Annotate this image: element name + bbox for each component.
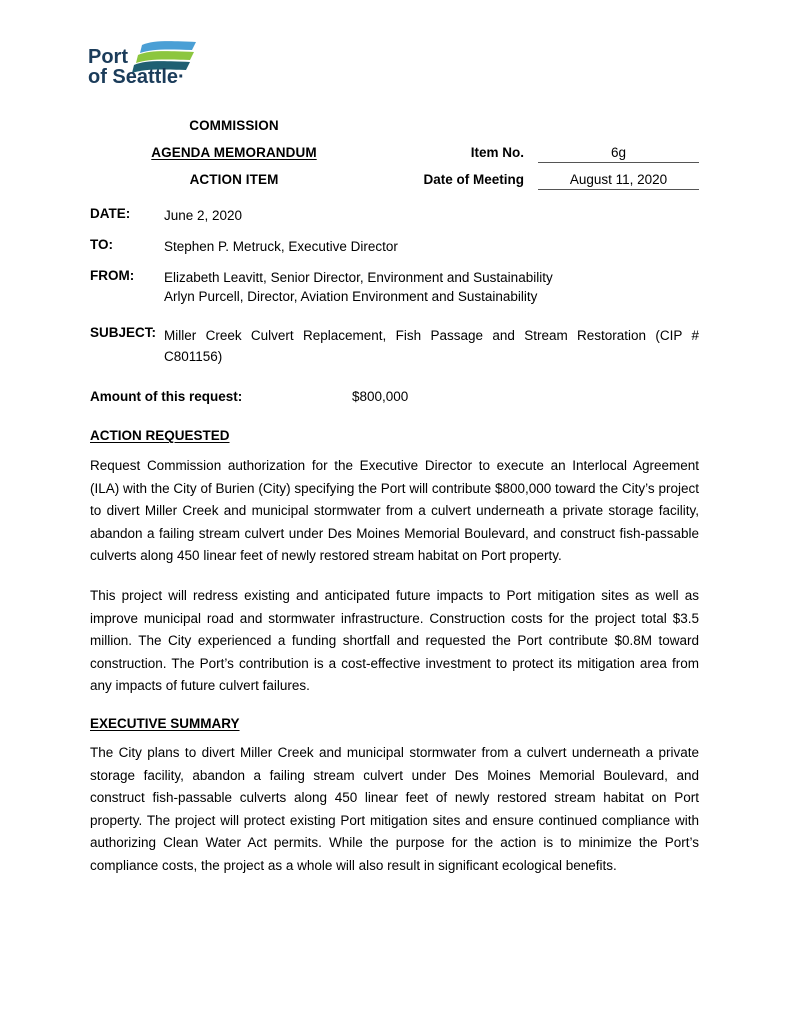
port-of-seattle-logo bbox=[88, 41, 200, 89]
from-value-line2: Arlyn Purcell, Director, Aviation Environment and Sustainability bbox=[164, 289, 538, 304]
memo-fields bbox=[90, 206, 699, 318]
date-of-meeting-value: August 11, 2020 bbox=[538, 172, 699, 190]
logo-line2: of Seattle· bbox=[88, 66, 185, 88]
field-row-from bbox=[90, 268, 699, 306]
to-label: TO: bbox=[90, 237, 113, 252]
amount-value: $800,000 bbox=[352, 389, 409, 404]
field-row-date bbox=[90, 206, 699, 225]
action-requested-paragraph-1: Request Commission authorization for the Executive Director to execute an Interlocal Agreement (ILA) with the City of Burien (City) specifying the Port will contribute $800,000 toward the City’s project to divert Miller Creek and municipal stormwater from a culvert underneath a private storage facility, abandon a failing stream culvert under Des Moines Memorial Boulevard, and construct fish-passable culverts along 450 linear feet of newly restored stream habitat on Port property. bbox=[90, 458, 699, 563]
subject-label: SUBJECT: bbox=[90, 325, 157, 340]
executive-summary-heading: EXECUTIVE SUMMARY bbox=[90, 716, 240, 731]
action-requested-paragraph-2: This project will redress existing and anticipated future impacts to Port mitigation sites as well as improve municipal road and stormwater infrastructure. Construction costs for the project total $3.5 million. The City experienced a funding shortfall and requested the Port contribute $0.8M toward construction. The Port’s contribution is a cost-effective investment to protect its mitigation area from any impacts of future culvert failures. bbox=[90, 588, 699, 693]
agenda-memorandum-title: AGENDA MEMORANDUM bbox=[151, 145, 317, 160]
subject-value: Miller Creek Culvert Replacement, Fish Passage and Stream Restoration (CIP # C801156) bbox=[164, 328, 699, 364]
header-row-date-of-meeting bbox=[90, 172, 699, 199]
amount-label: Amount of this request: bbox=[90, 389, 243, 404]
field-row-subject bbox=[90, 325, 699, 367]
memo-header bbox=[90, 118, 699, 199]
to-value: Stephen P. Metruck, Executive Director bbox=[164, 239, 398, 254]
action-requested-heading: ACTION REQUESTED bbox=[90, 428, 230, 443]
amount-of-request-row bbox=[90, 389, 699, 404]
header-row-item-no bbox=[90, 145, 699, 172]
date-value: June 2, 2020 bbox=[164, 208, 243, 223]
header-row-commission bbox=[90, 118, 699, 145]
date-label: DATE: bbox=[90, 206, 131, 221]
date-of-meeting-label: Date of Meeting bbox=[423, 172, 524, 187]
field-row-to bbox=[90, 237, 699, 256]
executive-summary-paragraph-1: The City plans to divert Miller Creek and municipal stormwater from a culvert underneath a private storage facility, abandon a failing stream culvert under Des Moines Memorial Boulevard, and construct fish-passable culverts along 450 linear feet of newly restored stream habitat on Port property. The project will protect existing Port mitigation sites and ensure continued compliance with authorizing Clean Water Act permits. While the purpose for the action is to minimize the Port’s compliance costs, the project as a whole will also result in significant ecological benefits. bbox=[90, 745, 699, 873]
item-no-label: Item No. bbox=[470, 145, 524, 160]
from-value bbox=[164, 268, 699, 306]
from-label: FROM: bbox=[90, 268, 135, 283]
logo-line1: Port bbox=[88, 46, 128, 68]
from-value-line1: Elizabeth Leavitt, Senior Director, Environment and Sustainability bbox=[164, 270, 553, 285]
action-item-title: ACTION ITEM bbox=[189, 172, 279, 187]
item-no-value: 6g bbox=[538, 145, 699, 163]
commission-title: COMMISSION bbox=[189, 118, 279, 133]
